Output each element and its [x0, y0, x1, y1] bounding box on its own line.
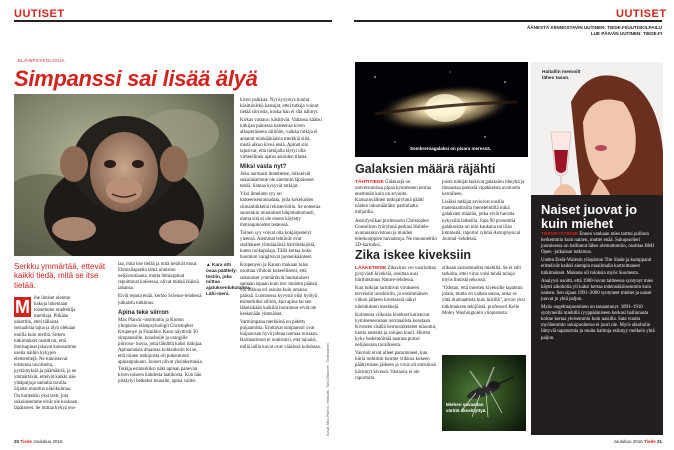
left-footer — [14, 439, 63, 444]
right-page-number: 21 — [656, 439, 662, 444]
left-section-title: UUTISET — [14, 8, 65, 20]
galaxy-paragraph-text: Galaksejä on universumissa pipaa kymmenen kertaa enemmän kuin on arvioitu. Kansainvälinen tutkijaryhmä päätti näiden lukumääräksi parituhatta miljardia. — [355, 180, 431, 216]
column-3-paragraph: kiven paikkaa. Nyt kysymys kuului: käsittävätkö katsojat, ettei tutkija voinut tietää siirrosta, koska hän ei sitä nähnyt. — [240, 98, 319, 116]
right-section-title: UUTISET — [616, 8, 667, 20]
galaxy-paragraph: Lisäksi tutkijat arvioivat uusilla matemaattisilla menetelmillä mikä galaksien määrän, jotka eivät havaita nykysillä laitteilla. Jopa 90 prosenttia galakseista on niin kaukana tai liian himmeitä, raportoi ryhmä Astrophysical Journal -lehdessä. — [442, 200, 521, 242]
left-footer-magazine: Tiede — [20, 439, 32, 444]
column-3-paragraph: Kirkas vastaus: käsittivät. Valtaosa käänsi tutkijan paluessa katseensa kiven alkuperäiseen säiliöön, vaikka tutkija ei antanut minkäänlaisia merkkiä siitä, mistä aikoo kiveä etsiä. Apinat siis tajusivat, että tutkijalla täytyi olla virheellinen ajatus asioiden tilasta. — [240, 118, 322, 160]
column-2-paragraph: taa, mitä itse tietää ja mitä tietävät muut. Ehmisilapselta tämä onnistuu neljävuotiaana, mutta ihmisapinat repuittavat kokeessa, olivat minkä ikäisiä tahansa. — [118, 262, 199, 292]
article-column-2-body — [118, 262, 204, 387]
left-top-rule — [14, 20, 332, 22]
zika-paragraph — [355, 266, 437, 284]
column-2-subhead: Apina teke siirron — [118, 309, 169, 316]
chimpanzee-photo — [14, 94, 234, 256]
right-header-sub-1: ÄÄNESTÄ KIINNOSTAVIN UUTINEN: TIEDE.FI/UUTISKILPAILU — [526, 25, 662, 30]
column-1-text: ihe ilmiset olenme hakoja lukemaan toistemme mieltetilja mielilaja. Pitkään uskottiin, ettei tällaista sosiaalista tajua ja älyä olekaan muilla kuin meillä. Sittem tutkimukset osoittivat, että ihmisapinat jakavat kanssamme useita näihin kykyjen elementtejä. Ne tunnistavat toistensa tavoitteita, pyrkimyksiä ja päämääriä, ja ne ymmärtävät, etteivät kaikki näe yhtäpaljoja samalla tavalla. Sijaitsi muuttua näkökulmaa. On kuitenkin yksi testi, jota sukulaisemme eivät ole koskaan läpäisseet. Se mittaa kykyä ero- — [14, 296, 78, 411]
galaxy-paragraph: joista tutkijat laskivat galaksien tiheyttä ja ilmaustaa pienistä vipakkeista avaruutta kerralleen. — [442, 180, 525, 198]
wine-paragraph: Myös ongelmajuominen on tasaantunyt. 1891–1910 syntyneillä miehillä ryyppäämiseen kerkasi hallinnasta kolme kertaa yleisemmin kuin naisilla. Sata vuotta myöhemmin sukupuolieroa ei juuri ole. Myös alkoholin liittyviä tapaturmia ja muita haittoja esiintyy melkein yhtä paljon. — [541, 305, 655, 341]
zika-headline: Zika iskee kiveksiin — [355, 248, 472, 262]
right-top-rule — [354, 20, 662, 22]
zika-column-1 — [355, 266, 437, 384]
wine-paragraph-text: Ennen vanhaan mies tarttui pulloon herkemmin kuin nainen, muttei enää. Sukupuolieri juomisessa on hallinnut lähes olemattomiin, osoittaa BMJ Open -julkaisun tutkimus. — [541, 232, 655, 256]
category-tag: ELÄINPSYKOLOGIA — [18, 58, 65, 63]
galaxy-photo — [355, 62, 528, 157]
photo-caption: ▲ Kara otti osaa päättely-testiin, joka mittaa ajatuksenlukutaitoa. Lähi-meni. — [206, 262, 252, 296]
article-column-1 — [14, 296, 78, 412]
zika-paragraph: Kolmessa viikossa kivekset kutistuvat kymmenesosaan normaalista koostaan. Kivesten sisällä hermorakenteet tuhoutui, tuotto nesteitä ja solujen kuoli. Hiirten kyky hedelmöittää naarata putosi nelijäosaan tavallisesta. — [355, 312, 437, 349]
galaxy-paragraph: Astrofysiikan professorin Christopher Conselicen työryhmä perkasi Hubble-avaruusakuvistoon ja muiden teleskooppien havaintoja. Ne muunnettiin 3D-kartoiksi, — [355, 218, 437, 248]
right-footer-issue: Joulukuu 2016 — [613, 439, 643, 444]
column-3-paragraph: Krupenyen ja Kanon mukaan tulos osoittaa vihdoin kokeellisesti, että sukulaiset ymmärtävät laumalaiseit samaan tapaan kuin me: muiden päässä voi liikkua eri asioita kuin omassa päässä. Luonnossa kyvystä olisi hyötyä esimerkiksi silloin, kun apina tai sen läheisikään kaikilla havainnot eivät ole keskenään yhtenäiset. — [240, 263, 318, 318]
zika-paragraph: ziikaan sairastuneilta miehiltä. Se ei silti tarkoita, ettei virus voisi tehdä tuhoja myös ihmiskiveksissä. — [442, 266, 522, 284]
zika-paragraph: "Odotan, että miesten kiveksille tapahtuu jotain, mutta on vaikea sanoa, onko se yhtä dramaattista kuin hiirillä", arvioi yksi tutkimuksen tekijöistä, professori Kelle Moley Washingtonin yliopistosta. — [442, 286, 525, 316]
galaxy-headline: Galaksien määrä räjähti — [355, 162, 496, 176]
right-footer — [614, 439, 663, 444]
column-2-paragraph: Eivät reputa enää, kertoo Science-lehdessä julkaistu tutkimus. — [118, 294, 202, 306]
wine-paragraph: Uuden Etelä-Walesin yliopiston Tim Slade ja kumppanit erittelivät kaikki aiempia maailmalla karttoittaneet tutkimukset. Mukana oli tuloksia myös Suomesta. — [541, 258, 652, 276]
column-3-paragraph: Joku narmasti ihmettelee, mikseivät sukulaisemme ole aiemmin läpäisseet testiä. Samaa kysyvät tutkijat. — [240, 172, 314, 190]
article-deck: Serkku ymmärtää, ettevät kaikki tiedä, mitä se itse tietää. — [14, 262, 106, 290]
column-3-paragraph: Toinen syy voivat olla kokjärjestelyt yleensä. Aiemmat tehtävät ovat sisältäneet ylimääräisiä häiriötekijöitä, kuten ruokapalaja. Tällä kertaa koko huomion vangitsivat juonenkäänteet. — [240, 230, 316, 261]
mosquito-caption: Miehen sovaaitan värittä äkseinyttyä. — [446, 402, 487, 413]
wine-caption: Haitallin memoilt lähes tasan. — [542, 70, 581, 81]
wine-paragraph: Analyysi osoitti, että 1900-luvun taitteessa syntynyt mies käytti alkoholia yli kaksi kertaa todennäköisemmin kuin nainen. Sen sijaan 1991–2000 syntyneet miehet ja naiset juovat jo yhtä paljon. — [541, 278, 654, 302]
wine-body — [541, 232, 657, 344]
main-headline: Simpanssi sai lisää älyä — [14, 66, 258, 91]
right-footer-magazine: Tiede — [644, 439, 656, 444]
article-column-3 — [240, 98, 322, 353]
zika-paragraph-text: Zikavirus voi vaurioittaa pysyvästi kiveksiä, osoittaa uusi hiiritutkimus Nature-lehdessä. — [355, 266, 436, 284]
galaxy-lead-tag: TÄHTITIEDE — [355, 180, 384, 185]
galaxy-column-1 — [355, 180, 437, 251]
zika-lead-tag: LÄÄKETIEDE — [355, 266, 387, 271]
right-header-sub-2: LUE PÄIVÄN UUTINEN: TIEDE.FI — [590, 31, 662, 36]
vertical-photo-credit: Kuvat: Max Planck -instituutti, Taru Olkkonen. Tiedeuutiset. — [326, 342, 330, 436]
column-2-paragraph: Max Planck -instituutin ja Kioton yliopiston elämpsykologit Christopher Krupenye ja Fumihiro Kano näyttivät 30 simpanssille, bonobolle ja orangille piirroso- kuvia, joita tähdittä kaksi tutkijaa. Apinamaisia draamaa kohtauksiin toi se, että toinen tutkijoista oli pukeutunut apinanpukuun. Juonet olivat yksinkertaisia. Tutkija esimerkiksi näki apinan panevan kiven toiseen kahdesta laatikosta. Kun hän pistäytyi hetkeksi muualle, apina valitsi — [118, 317, 203, 384]
zika-paragraph: Kun tutkijat tartuttivat virukseen terveisiin uroshiiriin, jo ensimmäisen viikon jälkeen kiveksissä näkyi tulehduksen merkkejä. — [355, 286, 428, 310]
left-page-number: 20 — [14, 439, 20, 444]
column-3-paragraph: Yksi ilmeinen syy on katseenseurantadata, jolla kokeluiden silmänliikkeitä rekisteröitiin. Se noteeraa suurenkin muutokset lahjomattomasti, mutta sitä ei ole ennen käytetty ihmisapinoiden testeissä. — [240, 192, 321, 228]
wine-lead-tag: TERVEYSTIEDE — [541, 232, 579, 237]
galaxy-paragraph — [355, 180, 437, 217]
column-3-subhead: Miksi vasta nyt? — [240, 163, 287, 170]
zika-paragraph: Vaurioit eivät olleet parantuneet, kun hiiriä tutkittiin koirme viikkoa kokeen päättymisen jälkeen ja virus oli entisiinsä hävinnyt kivessä. Vastaava ei ole raportoitu — [355, 351, 436, 381]
drop-cap: M — [15, 297, 30, 317]
zika-column-2 — [442, 266, 526, 319]
galaxy-caption: Sombreroagalaksi on pisara meressä. — [410, 146, 492, 151]
galaxy-column-2 — [442, 180, 526, 245]
mosquito-photo — [442, 355, 526, 431]
wine-paragraph — [541, 232, 657, 256]
wine-headline: Naiset juovat jo kuin miehet — [541, 202, 638, 231]
column-3-paragraph: Varmimpana merkkinä on pidetty puijaamista. Erottavat simpanssit ovat huijaavaan hyvä johtaa laumaa toisiaan. Harhautinnot ei onnistuisi, elei tajuaisi, millä lailla kuvat ovat väärässä kohdassa. — [240, 320, 321, 350]
left-footer-issue: Joulukuu 2016 — [33, 439, 63, 444]
